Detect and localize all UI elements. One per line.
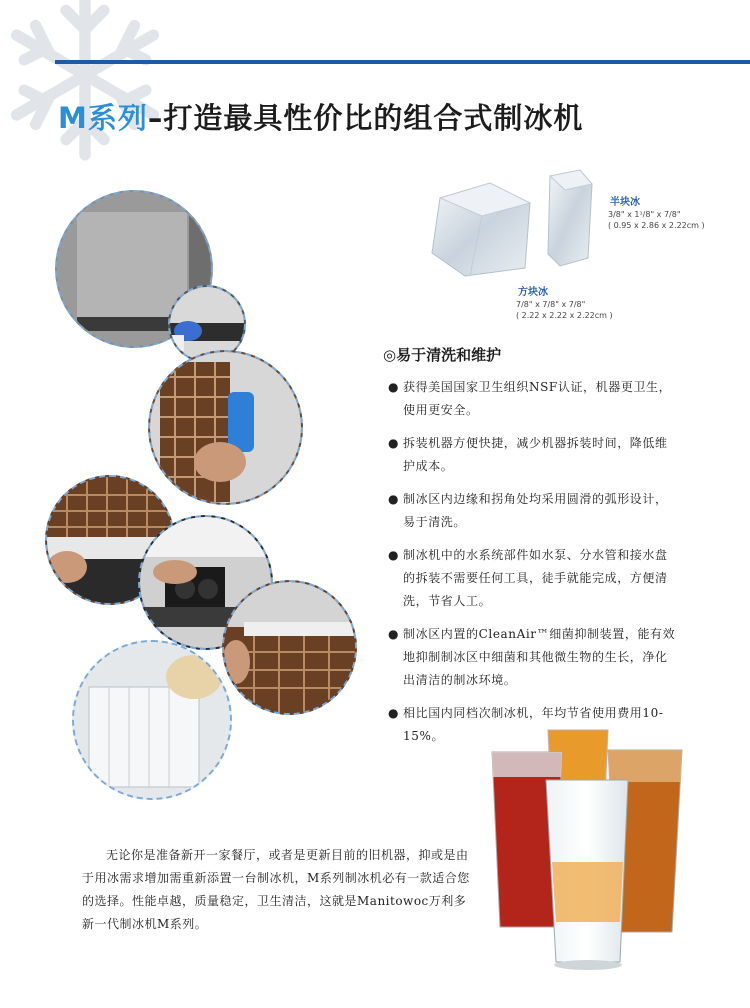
feature-text: 拆装机器方便快捷，减少机器拆装时间，降低维护成本。 [403, 436, 668, 473]
bullet-icon: ● [388, 380, 400, 394]
feature-item [388, 544, 678, 613]
water-curtain-photo [72, 640, 232, 800]
page-title [58, 96, 583, 137]
header-rule [55, 60, 750, 64]
full-cube-spec [516, 299, 613, 321]
title-rest: –打造最具性价比的组合式制冰机 [147, 101, 584, 135]
snowflake-graphic [0, 0, 180, 170]
half-cube-spec [608, 209, 705, 231]
feature-text: 相比国内同档次制冰机，年均节省使用费用10-15%。 [403, 706, 664, 743]
bullet-icon: ● [388, 706, 400, 720]
half-cube-spec-inch: 3/8" x 1¹/8" x 7/8" [608, 210, 681, 219]
distribution-tube-photo [222, 580, 357, 715]
bullet-icon: ● [388, 548, 400, 562]
feature-text: 制冰区内置的CleanAir™细菌抑制装置，能有效地抑制制冰区中细菌和其他微生物的生长，净化出清洁的制冰环境。 [403, 627, 676, 687]
ice-cubes-image [420, 158, 620, 288]
evaporator-cleaning-photo [148, 350, 303, 505]
feature-text: 制冰区内边缘和拐角处均采用圆滑的弧形设计，易于清洗。 [403, 492, 668, 529]
feature-item [388, 623, 678, 692]
feature-item [388, 432, 678, 478]
features-list [388, 376, 678, 758]
intro-paragraph: 无论你是准备新开一家餐厅，或者是更新目前的旧机器，抑或是由于用冰需求增加需重新添置一台制冰机，M系列制冰机必有一款适合您的选择。性能卓越，质量稳定，卫生清洁，这就是Manitowoc万利多新一代制冰机M系列。 [82, 848, 470, 931]
full-cube-spec-cm: ( 2.22 x 2.22 x 2.22cm ) [516, 311, 613, 320]
bullet-icon: ● [388, 436, 400, 450]
half-cube-spec-cm: ( 0.95 x 2.86 x 2.22cm ) [608, 221, 705, 230]
ice-cube-illustration [420, 158, 620, 288]
half-cube-label: 半块冰 [610, 197, 640, 208]
feature-item [388, 488, 678, 534]
title-brand: M系列 [58, 101, 148, 135]
feature-text: 获得美国国家卫生组织NSF认证，机器更卫生，使用更安全。 [403, 380, 672, 417]
bullet-icon: ● [388, 492, 400, 506]
feature-item [388, 376, 678, 422]
iced-drinks-image [490, 722, 700, 972]
full-cube-spec-inch: 7/8" x 7/8" x 7/8" [516, 300, 586, 309]
features-heading: ◎易于清洗和维护 [383, 346, 502, 364]
full-cube-label: 方块冰 [518, 287, 548, 298]
feature-text: 制冰机中的水系统部件如水泵、分水管和接水盘的拆装不需要任何工具，徒手就能完成，方便清洗，节省人工。 [403, 548, 668, 608]
bullet-icon: ● [388, 627, 400, 641]
